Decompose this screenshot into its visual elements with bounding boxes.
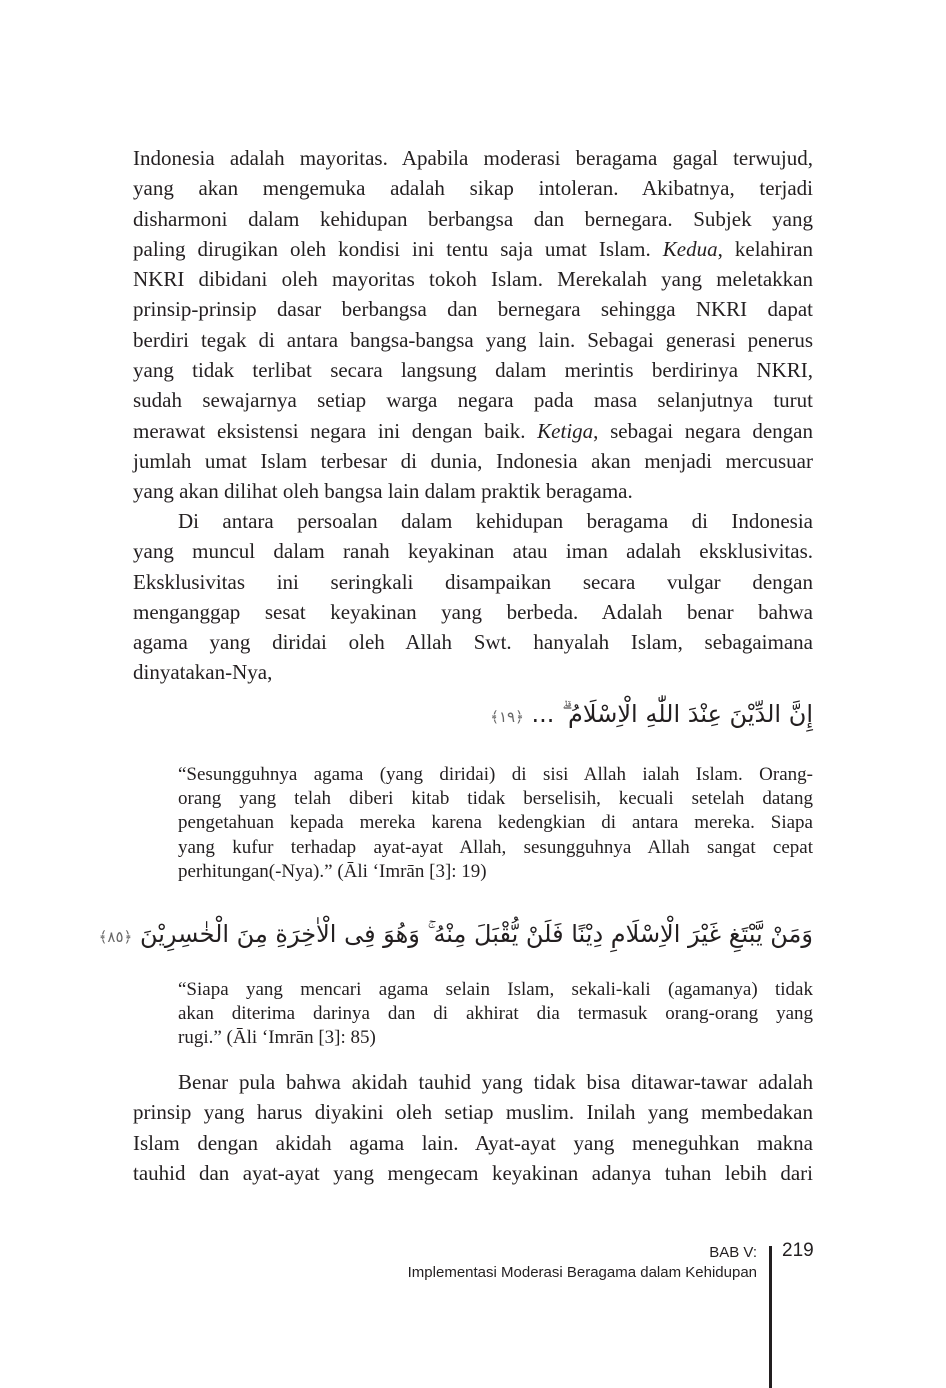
text-line: jumlah umat Islam terbesar di dunia, Indonesia akan menjadi mercusuar — [133, 448, 813, 473]
text-line: Di antara persoalan dalam kehidupan beragama di Indonesia — [178, 509, 813, 533]
running-footer — [408, 1243, 757, 1283]
text-line: prinsip yang harus diyakini oleh setiap muslim. Inilah yang membedakan — [133, 1100, 813, 1125]
text-line: yang muncul dalam ranah keyakinan atau iman adalah eksklusivitas. — [133, 539, 813, 564]
italic-term: Kedua — [662, 236, 718, 261]
text-line: Islam dengan akidah agama lain. Ayat-ayat yang meneguhkan makna — [133, 1130, 813, 1155]
text-line: Indonesia adalah mayoritas. Apabila moderasi beragama gagal terwujud, — [133, 146, 813, 170]
text: , sebagai negara dengan — [593, 418, 813, 443]
text-line: yang tidak terlibat secara langsung dalam merintis berdirinya NKRI, — [133, 358, 813, 383]
text-line: pengetahuan kepada mereka karena kedengkian di antara mereka. Siapa — [178, 812, 813, 834]
chapter-label: BAB V: — [709, 1244, 757, 1261]
text-line: “Sesungguhnya agama (yang diridai) di sisi Allah ialah Islam. Orang- — [178, 764, 813, 785]
paragraph-1 — [133, 143, 813, 507]
text: , kelahiran — [717, 236, 814, 261]
text-line — [133, 416, 813, 446]
text-line: dinyatakan-Nya, — [133, 660, 273, 685]
text-line: orang yang telah diberi kitab tidak berselisih, kecuali setelah datang — [178, 788, 813, 810]
text-line: agama yang diridai oleh Allah Swt. hanyalah Islam, sebagaimana — [133, 630, 813, 655]
verse-number-marker: ﴿٨٥﴾ — [98, 928, 133, 946]
text-line: berdiri tegak di antara bangsa-bangsa yang lain. Sebagai generasi penerus — [133, 327, 813, 352]
italic-term: Ketiga — [537, 418, 594, 443]
arabic-verse-2 — [99, 920, 813, 948]
text-line: prinsip-prinsip dasar berbangsa dan bernegara sehingga NKRI dapat — [133, 297, 813, 322]
text-line: NKRI dibidani oleh mayoritas tokoh Islam. Merekalah yang meletakkan — [133, 267, 813, 292]
text-line: sudah sewajarnya setiap warga negara pada masa selanjutnya turut — [133, 388, 813, 413]
chapter-title: Implementasi Moderasi Beragama dalam Kehidupan — [407, 1264, 757, 1281]
text-line: menganggap sesat keyakinan yang berbeda. Adalah benar bahwa — [133, 599, 813, 624]
paragraph-3 — [133, 1067, 813, 1188]
footer-divider — [769, 1246, 772, 1388]
text-line: Eksklusivitas ini seringkali disampaikan secara vulgar dengan — [133, 569, 813, 594]
arabic-verse-1 — [490, 700, 813, 728]
arabic-text: إِنَّ الدِّيْنَ عِنْدَ اللّٰهِ الْاِسْلَامُ ۗ ... — [531, 700, 813, 728]
paragraph-2 — [133, 506, 813, 688]
text-line: rugi.” (Āli ‘Imrān [3]: 85) — [178, 1027, 376, 1049]
text-line: yang akan dilihat oleh bangsa lain dalam praktik beragama. — [133, 479, 633, 504]
text-line: Benar pula bahwa akidah tauhid yang tidak bisa ditawar-tawar adalah — [178, 1070, 813, 1094]
text-line: perhitungan(-Nya).” (Āli ‘Imrān [3]: 19) — [178, 860, 487, 882]
text-line: akan diterima darinya dan di akhirat dia termasuk orang-orang yang — [178, 1003, 813, 1025]
arabic-text: وَمَنْ يَّبْتَغِ غَيْرَ الْاِسْلَامِ دِيْنًا فَلَنْ يُّقْبَلَ مِنْهُ ۚ وَهُوَ فِى الْاٰخِرَةِ مِنَ الْخٰسِرِيْنَ — [139, 920, 813, 948]
text-line: tauhid dan ayat-ayat yang mengecam keyakinan adanya tuhan lebih dari — [133, 1160, 813, 1185]
translation-quote-2 — [178, 978, 813, 1051]
text-line — [133, 234, 813, 264]
text-line: “Siapa yang mencari agama selain Islam, sekali-kali (agamanya) tidak — [178, 979, 813, 1000]
text-line: yang kufur terhadap ayat-ayat Allah, sesungguhnya Allah sangat cepat — [178, 836, 813, 858]
page-number: 219 — [782, 1240, 814, 1261]
text: paling dirugikan oleh kondisi ini tentu saja umat Islam. — [133, 236, 663, 261]
verse-number-marker: ﴿١٩﴾ — [490, 708, 524, 726]
translation-quote-1 — [178, 763, 813, 884]
text: merawat eksistensi negara ini dengan baik. — [133, 418, 538, 443]
text-line: yang akan mengemuka adalah sikap intoleran. Akibatnya, terjadi — [133, 176, 813, 201]
text-line: disharmoni dalam kehidupan berbangsa dan bernegara. Subjek yang — [133, 206, 813, 231]
